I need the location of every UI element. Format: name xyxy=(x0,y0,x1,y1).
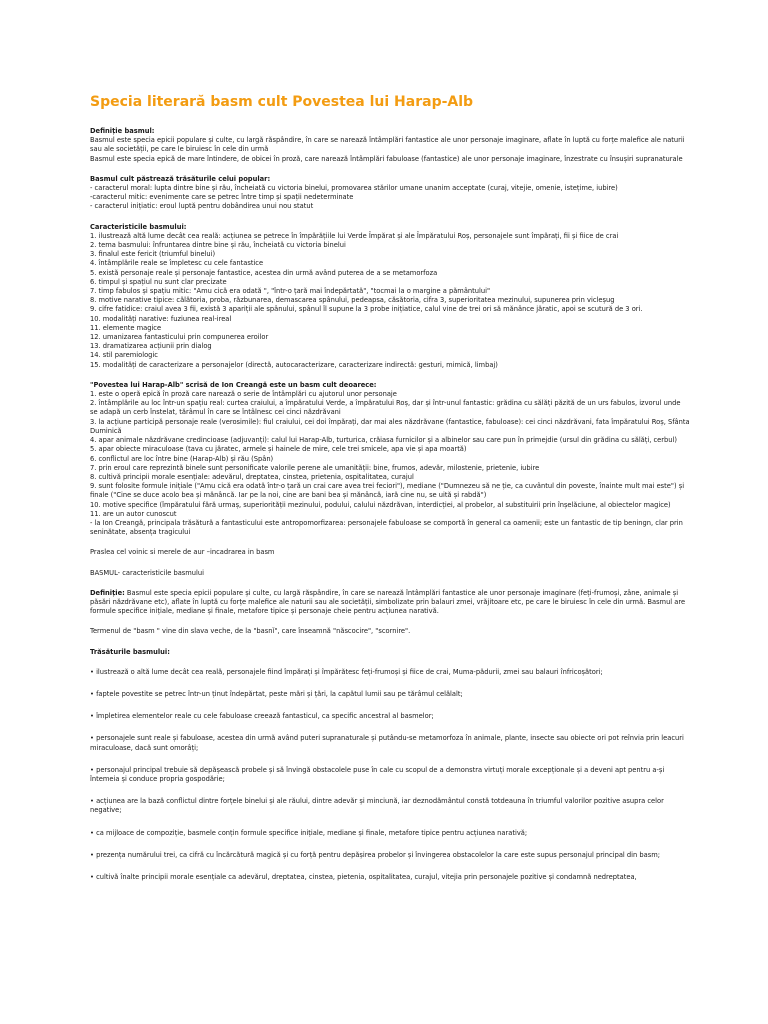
bullet-item: • cultivă înalte principii morale esențiale ca adevărul, dreptatea, cinstea, pietenia, ospitalitatea, curajul, vitejia prin personajele pozitive și condamnă nedreptatea, xyxy=(90,872,637,881)
list-item: 2. întâmplările au loc într-un spațiu real: curtea craiului, a împăratului Verde, a împăratului Roș, dar și într-unul fantastic: grădina cu sălăți păzită de un urs fabulos, izvorul unde se adapă un cerb înstelat, tărâmul în care se întâlnesc cei cinci năzdrăvani xyxy=(90,399,683,417)
bullet-item: • ca mijloace de compoziție, basmele conțin formule specifice inițiale, mediane și finale, metafore tipice pentru acțiunea narativă; xyxy=(90,828,528,837)
document-body xyxy=(90,93,690,895)
list-item: 5. apar obiecte miraculoase (tava cu jăratec, armele și hainele de mire, cele trei smicele, apa vie și apa moartă) xyxy=(90,445,467,454)
definitie-paragraph xyxy=(90,589,690,617)
list-item: 4. apar animale năzdrăvane credincioase (adjuvanți): calul lui Harap-Alb, turturica, crăiasa furnicilor și a albinelor sau care pun în primejdie (ursul din grădina cu sălăți, cerbul) xyxy=(90,436,677,445)
list-item: 13. dramatizarea acțiunii prin dialog xyxy=(90,342,212,351)
list-item: 8. cultivă principii morale esențiale: adevărul, dreptatea, cinstea, prietenia, ospitalitatea, curajul xyxy=(90,472,414,481)
bullet-item: • personajele sunt reale și fabuloase, acestea din urmă având puteri supranaturale și putându-se metamorfoza în animale, plante, insecte sau obiecte ori pot reînvia prin leacuri miraculoase, dacă sunt omorâți; xyxy=(90,734,687,752)
bullet-item: • împletirea elementelor reale cu cele fabuloase creează fantasticul, ca specific ancestral al basmelor; xyxy=(90,712,434,721)
pastreaza-heading: Basmul cult păstrează trăsăturile celui popular: xyxy=(90,174,271,183)
list-item: - caracterul inițiatic: eroul luptă pentru dobândirea unui nou statut xyxy=(90,202,314,211)
list-item: 5. există personaje reale și personaje fantastice, acestea din urmă având puterea de a se metamorfoza xyxy=(90,268,438,277)
list-item: 2. tema basmului: înfruntarea dintre bine și rău, încheiată cu victoria binelui xyxy=(90,241,346,250)
definitie-text: Basmul este specia epicii populare și culte, cu largă răspândire, în care se narează întâmplări fantastice ale unor personaje imaginare (feți-frumoși, zâne, animale și păsări năzdrăvane etc), aflate în luptă cu forțe malefice ale naturii sau ale societății, simbolizate prin balauri zmei, vrăjitoare etc, pe care le biruiesc în cele din urmă. Basmul are formule specifice inițiale, mediane și finale, metafore tipice și personaje cheie pentru acțiunea narativă. xyxy=(90,588,688,616)
list-item: 8. motive narative tipice: călătoria, proba, răzbunarea, demascarea spânului, pedeapsa, căsătoria, cifra 3, superioritatea mezinului, supunerea prin vicleșug xyxy=(90,296,615,305)
trasaturi-heading: Trăsăturile basmului: xyxy=(90,647,170,656)
list-item: 12. umanizarea fantasticului prin compunerea eroilor xyxy=(90,333,269,342)
list-item: - caracterul moral: lupta dintre bine și rău, încheiată cu victoria binelui, promovarea stărilor umane unanim acceptate (curaj, vitejie, omenie, istețime, iubire) xyxy=(90,184,618,193)
list-item: 9. cifre fatidice: craiul avea 3 fii, există 3 apariții ale spânului, spânul îl supune la 3 probe inițiatice, calul vine de trei ori să mănânce jăratic, apoi se scutură de 3 ori. xyxy=(90,305,643,314)
list-item: -caracterul mitic: evenimente care se petrec între timp și spații nedeterminate xyxy=(90,193,354,202)
list-item: 1. ilustrează altă lume decât cea reală: acțiunea se petrece în împărățiile lui Verde Împărat și ale Împăratului Roș, personajele sunt împărați, fii și fiice de crai xyxy=(90,231,619,240)
list-item: 15. modalități de caracterizare a personajelor (directă, autocaracterizare, caracterizare indirectă: gesturi, mimică, limbaj) xyxy=(90,360,498,369)
list-item: 9. sunt folosite formule inițiale ("Amu cică era odată într-o țară un crai care avea trei feciori"), mediane ("Dumnezeu să ne ție, ca cuvântul din poveste, înainte mult mai este") și finale ("Cine se duce acolo bea și mănâncă. Iar pe la noi, cine are bani bea și mănâncă, iară cine nu, se uită și rabdă") xyxy=(90,482,687,500)
basmul-caracteristici-line: BASMUL- caracteristicile basmului xyxy=(90,568,204,577)
list-item: 10. motive specifice (împăratului fără urmaș, superiorității mezinului, podului, calului năzdrăvan, interdicției, al probelor, al substituirii prin înșelăciune, al obiectelor magice) xyxy=(90,500,671,509)
bullet-item: • faptele povestite se petrec într-un ținut îndepărtat, peste mări și țări, la capătul lumii sau pe tărâmul celălalt; xyxy=(90,689,463,698)
bullet-item: • prezența numărului trei, ca cifră cu încărcătură magică și cu forță pentru depășirea probelor și învingerea obstacolelor la care este supus personajul principal din basm; xyxy=(90,850,660,859)
termenul-paragraph: Termenul de "basm " vine din slava veche, de la "basnǐ", care înseamnă "născocire", "scornire". xyxy=(90,627,411,636)
list-item: 3. la acțiune participă personaje reale (verosimile): fiul craiului, cei doi împărați, dar mai ales năzdrăvane (fantastice, fabuloase): cei cinci năzdrăvani, fata împăratului Roș, Sfânta Duminică xyxy=(90,417,692,435)
list-item: 14. stil paremiologic xyxy=(90,351,158,360)
list-item: 4. întâmplările reale se împletesc cu cele fantastice xyxy=(90,259,264,268)
list-item: 6. timpul și spațiul nu sunt clar precizate xyxy=(90,277,227,286)
list-item: 11. elemente magice xyxy=(90,323,162,332)
paragraph: Basmul este specia epică de mare întindere, de obicei în proză, care narează întâmplări fabuloase (fantastice) ale unor personaje imaginare, înzestrate cu însușiri supranaturale xyxy=(90,154,683,163)
list-item: 3. finalul este fericit (triumful binelui) xyxy=(90,250,216,259)
list-item: 1. este o operă epică în proză care narează o serie de întâmplări cu ajutorul unor personaje xyxy=(90,390,397,399)
page-title: Specia literară basm cult Povestea lui Harap-Alb xyxy=(90,94,474,110)
definitie-heading: Definiție basmul: xyxy=(90,127,155,135)
list-item: 7. prin eroul care reprezintă binele sunt personificate valorile perene ale umanității: bine, frumos, adevăr, milostenie, prietenie, iubire xyxy=(90,463,540,472)
bullet-item: • acțiunea are la bază conflictul dintre forțele binelui și ale răului, dintre adevăr și minciună, iar deznodământul constă totdeauna în triumful valorilor pozitive asupra celor negative; xyxy=(90,797,666,815)
definitie-label: Definiție: xyxy=(90,588,125,597)
prislea-line: Praslea cel voinic si merele de aur –incadrarea in basm xyxy=(90,548,275,557)
list-item: 7. timp fabulos și spațiu mitic: "Amu cică era odată ", "într-o țară mai îndepărtată", "tocmai la o margine a pământului" xyxy=(90,287,491,296)
caracteristici-heading: Caracteristicile basmului: xyxy=(90,222,187,231)
list-item: - la Ion Creangă, principala trăsătură a fantasticului este antropomorfizarea: personajele fabuloase se comportă în general ca oamenii; este un fantastic de tip beningn, clar prin seninătate, absența tragicului xyxy=(90,518,686,537)
list-item: 6. conflictul are loc între bine (Harap-Alb) și rău (Spân) xyxy=(90,454,274,463)
povestea-heading: "Povestea lui Harap-Alb" scrisă de Ion Creangă este un basm cult deoarece: xyxy=(90,380,377,389)
list-item: 10. modalități narative: fuziunea real-ireal xyxy=(90,314,232,323)
bullet-item: • personajul principal trebuie să depășească probele și să învingă obstacolele puse în cale cu scopul de a demonstra virtuți morale excepționale și a deveni apt pentru a-și întemeia și conduce propria gospodărie; xyxy=(90,765,667,783)
bullet-item: • ilustrează o altă lume decât cea reală, personajele fiind împărați și împărătesc feți-frumoși și fiice de crai, Muma-pădurii, zmei sau balauri înfricoșători; xyxy=(90,667,603,676)
paragraph: Basmul este specia epicii populare și culte, cu largă răspândire, în care se narează întâmplări fantastice ale unor personaje imaginare, aflate în luptă cu forțe malefice ale naturii sau ale societății, pe care le biruiesc în cele din urmă xyxy=(90,136,687,154)
list-item: 11. are un autor cunoscut xyxy=(90,509,177,518)
